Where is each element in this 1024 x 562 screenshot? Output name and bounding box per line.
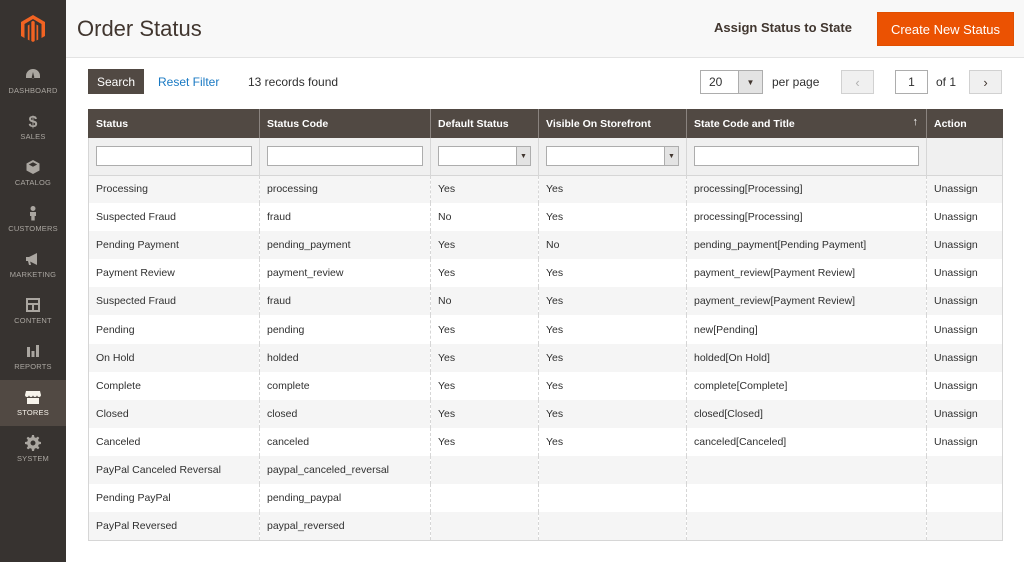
- table-row[interactable]: [89, 400, 1003, 428]
- sidebar-item-marketing[interactable]: [0, 242, 66, 288]
- create-new-status-button[interactable]: Create New Status: [877, 12, 1014, 46]
- default-status-cell: Yes: [431, 400, 539, 428]
- action-cell: [927, 512, 1003, 540]
- column-header-default-status[interactable]: Default Status: [431, 109, 539, 138]
- chevron-down-icon[interactable]: ▼: [738, 71, 762, 93]
- filter-cell: [431, 138, 539, 175]
- default-status-cell: [431, 456, 539, 484]
- unassign-link[interactable]: Unassign: [927, 400, 1003, 428]
- chevron-left-icon: ‹: [855, 74, 860, 90]
- status-cell: Payment Review: [89, 259, 260, 287]
- previous-page-button[interactable]: [841, 70, 874, 94]
- sidebar-item-system[interactable]: [0, 426, 66, 472]
- status-cell: Pending: [89, 315, 260, 343]
- table-row[interactable]: [89, 175, 1003, 203]
- records-count: 13 records found: [248, 75, 339, 89]
- page-header: [66, 0, 1024, 58]
- filter-cell: [260, 138, 431, 175]
- state-code-title-cell: closed[Closed]: [687, 400, 927, 428]
- grid-toolbar: [66, 58, 1024, 108]
- reset-filter-link[interactable]: Reset Filter: [158, 75, 220, 89]
- status-code-cell: pending_payment: [260, 231, 431, 259]
- chevron-down-icon: ▼: [516, 147, 530, 165]
- page-number-input[interactable]: 1: [895, 70, 928, 94]
- page-total: of 1: [936, 75, 957, 89]
- per-page-value: 20: [709, 75, 723, 89]
- unassign-link[interactable]: Unassign: [927, 231, 1003, 259]
- table-row[interactable]: [89, 372, 1003, 400]
- sidebar-item-label: CONTENT: [14, 316, 52, 325]
- sidebar-item-label: MARKETING: [9, 270, 57, 279]
- status-cell: Pending Payment: [89, 231, 260, 259]
- table-row[interactable]: [89, 287, 1003, 315]
- assign-status-button[interactable]: Assign Status to State: [714, 20, 852, 35]
- filter-row: [89, 138, 1003, 175]
- filter-cell: [89, 138, 260, 175]
- visible-storefront-cell: Yes: [539, 287, 687, 315]
- sidebar-item-label: REPORTS: [14, 362, 52, 371]
- magento-logo-icon: [21, 15, 45, 43]
- column-header-status-code[interactable]: Status Code: [260, 109, 431, 138]
- status-cell: Suspected Fraud: [89, 287, 260, 315]
- status-code-cell: canceled: [260, 428, 431, 456]
- gear-icon: [25, 435, 41, 451]
- default-status-cell: No: [431, 287, 539, 315]
- status-code-cell: payment_review: [260, 259, 431, 287]
- state-code-title-cell: complete[Complete]: [687, 372, 927, 400]
- page-title: Order Status: [77, 16, 202, 41]
- dollar-icon: [25, 113, 41, 129]
- visible-storefront-cell: Yes: [539, 372, 687, 400]
- unassign-link[interactable]: Unassign: [927, 315, 1003, 343]
- state-code-filter-input[interactable]: [694, 146, 919, 166]
- table-row[interactable]: [89, 259, 1003, 287]
- table-row[interactable]: [89, 484, 1003, 512]
- sidebar-item-label: CATALOG: [14, 178, 52, 187]
- sidebar-item-label: STORES: [17, 408, 49, 417]
- status-code-cell: paypal_canceled_reversal: [260, 456, 431, 484]
- unassign-link[interactable]: Unassign: [927, 259, 1003, 287]
- status-code-cell: holded: [260, 344, 431, 372]
- status-cell: Canceled: [89, 428, 260, 456]
- per-page-select[interactable]: [700, 70, 763, 94]
- status-cell: Closed: [89, 400, 260, 428]
- visible-storefront-cell: Yes: [539, 203, 687, 231]
- sidebar-item-label: SYSTEM: [16, 454, 50, 463]
- sidebar-item-customers[interactable]: [0, 196, 66, 242]
- column-header-state-code-and-title[interactable]: [687, 109, 927, 138]
- state-code-title-cell: payment_review[Payment Review]: [687, 259, 927, 287]
- state-code-title-cell: [687, 456, 927, 484]
- table-row[interactable]: [89, 456, 1003, 484]
- visible-storefront-cell: Yes: [539, 344, 687, 372]
- visible-storefront-filter-select[interactable]: [546, 146, 679, 166]
- unassign-link[interactable]: Unassign: [927, 175, 1003, 203]
- status-code-cell: fraud: [260, 287, 431, 315]
- status-cell: Processing: [89, 175, 260, 203]
- default-status-cell: [431, 484, 539, 512]
- layout-icon: [25, 297, 41, 313]
- state-code-title-cell: payment_review[Payment Review]: [687, 287, 927, 315]
- sidebar-item-reports[interactable]: [0, 334, 66, 380]
- state-code-title-cell: [687, 484, 927, 512]
- sidebar-item-catalog[interactable]: [0, 150, 66, 196]
- default-status-cell: Yes: [431, 428, 539, 456]
- status-code-cell: paypal_reversed: [260, 512, 431, 540]
- status-code-cell: processing: [260, 175, 431, 203]
- state-code-title-cell: processing[Processing]: [687, 203, 927, 231]
- table-row[interactable]: [89, 231, 1003, 259]
- table-row[interactable]: [89, 315, 1003, 343]
- status-code-filter-input[interactable]: [267, 146, 423, 166]
- status-code-cell: pending: [260, 315, 431, 343]
- status-code-cell: complete: [260, 372, 431, 400]
- sidebar-item-label: SALES: [20, 132, 46, 141]
- state-code-title-cell: new[Pending]: [687, 315, 927, 343]
- main-content: [66, 0, 1024, 562]
- chevron-right-icon: ›: [983, 74, 988, 90]
- sidebar-item-sales[interactable]: [0, 104, 66, 150]
- status-cell: PayPal Canceled Reversal: [89, 456, 260, 484]
- magento-logo[interactable]: [0, 0, 66, 58]
- status-cell: Pending PayPal: [89, 484, 260, 512]
- svg-text:$: $: [28, 114, 38, 129]
- filter-cell: [927, 138, 1003, 175]
- default-status-cell: Yes: [431, 231, 539, 259]
- sidebar-item-dashboard[interactable]: [0, 58, 66, 104]
- column-header-status[interactable]: Status: [89, 109, 260, 138]
- default-status-cell: Yes: [431, 175, 539, 203]
- unassign-link[interactable]: Unassign: [927, 203, 1003, 231]
- bar-chart-icon: [25, 343, 41, 359]
- status-cell: Suspected Fraud: [89, 203, 260, 231]
- storefront-icon: [25, 389, 41, 405]
- table-row[interactable]: [89, 428, 1003, 456]
- chevron-down-icon: ▼: [664, 147, 678, 165]
- visible-storefront-cell: [539, 456, 687, 484]
- visible-storefront-cell: Yes: [539, 400, 687, 428]
- filter-cell: [539, 138, 687, 175]
- column-header-label: State Code and Title: [694, 117, 795, 130]
- megaphone-icon: [25, 251, 41, 267]
- column-header-visible-on-storefront[interactable]: Visible On Storefront: [539, 109, 687, 138]
- cube-icon: [25, 159, 41, 175]
- table-row[interactable]: [89, 203, 1003, 231]
- action-cell: [927, 484, 1003, 512]
- table-row[interactable]: [89, 344, 1003, 372]
- admin-sidebar: [0, 0, 66, 562]
- visible-storefront-cell: Yes: [539, 428, 687, 456]
- status-code-cell: closed: [260, 400, 431, 428]
- visible-storefront-cell: Yes: [539, 175, 687, 203]
- filter-cell: [687, 138, 927, 175]
- state-code-title-cell: pending_payment[Pending Payment]: [687, 231, 927, 259]
- person-icon: [25, 205, 41, 221]
- state-code-title-cell: processing[Processing]: [687, 175, 927, 203]
- sidebar-item-content[interactable]: [0, 288, 66, 334]
- default-status-filter-select[interactable]: [438, 146, 531, 166]
- unassign-link[interactable]: Unassign: [927, 372, 1003, 400]
- visible-storefront-cell: No: [539, 231, 687, 259]
- status-code-cell: fraud: [260, 203, 431, 231]
- unassign-link[interactable]: Unassign: [927, 428, 1003, 456]
- status-cell: PayPal Reversed: [89, 512, 260, 540]
- visible-storefront-cell: [539, 484, 687, 512]
- dashboard-icon: [25, 67, 41, 83]
- default-status-cell: Yes: [431, 315, 539, 343]
- state-code-title-cell: [687, 512, 927, 540]
- sidebar-item-label: DASHBOARD: [8, 86, 58, 95]
- unassign-link[interactable]: Unassign: [927, 344, 1003, 372]
- default-status-cell: No: [431, 203, 539, 231]
- visible-storefront-cell: [539, 512, 687, 540]
- visible-storefront-cell: Yes: [539, 315, 687, 343]
- per-page-label: per page: [772, 75, 820, 89]
- table-row[interactable]: [89, 512, 1003, 540]
- default-status-cell: Yes: [431, 372, 539, 400]
- unassign-link[interactable]: Unassign: [927, 287, 1003, 315]
- status-filter-input[interactable]: [96, 146, 252, 166]
- column-header-action: Action: [927, 109, 1003, 138]
- state-code-title-cell: canceled[Canceled]: [687, 428, 927, 456]
- sidebar-item-label: CUSTOMERS: [8, 224, 58, 233]
- default-status-cell: [431, 512, 539, 540]
- visible-storefront-cell: Yes: [539, 259, 687, 287]
- order-status-grid: [88, 109, 1003, 541]
- sort-ascending-icon: ↑: [912, 116, 918, 128]
- sidebar-item-stores[interactable]: [0, 380, 66, 426]
- next-page-button[interactable]: [969, 70, 1002, 94]
- state-code-title-cell: holded[On Hold]: [687, 344, 927, 372]
- action-cell: [927, 456, 1003, 484]
- status-cell: On Hold: [89, 344, 260, 372]
- default-status-cell: Yes: [431, 344, 539, 372]
- search-button[interactable]: Search: [88, 69, 144, 94]
- default-status-cell: Yes: [431, 259, 539, 287]
- status-code-cell: pending_paypal: [260, 484, 431, 512]
- status-cell: Complete: [89, 372, 260, 400]
